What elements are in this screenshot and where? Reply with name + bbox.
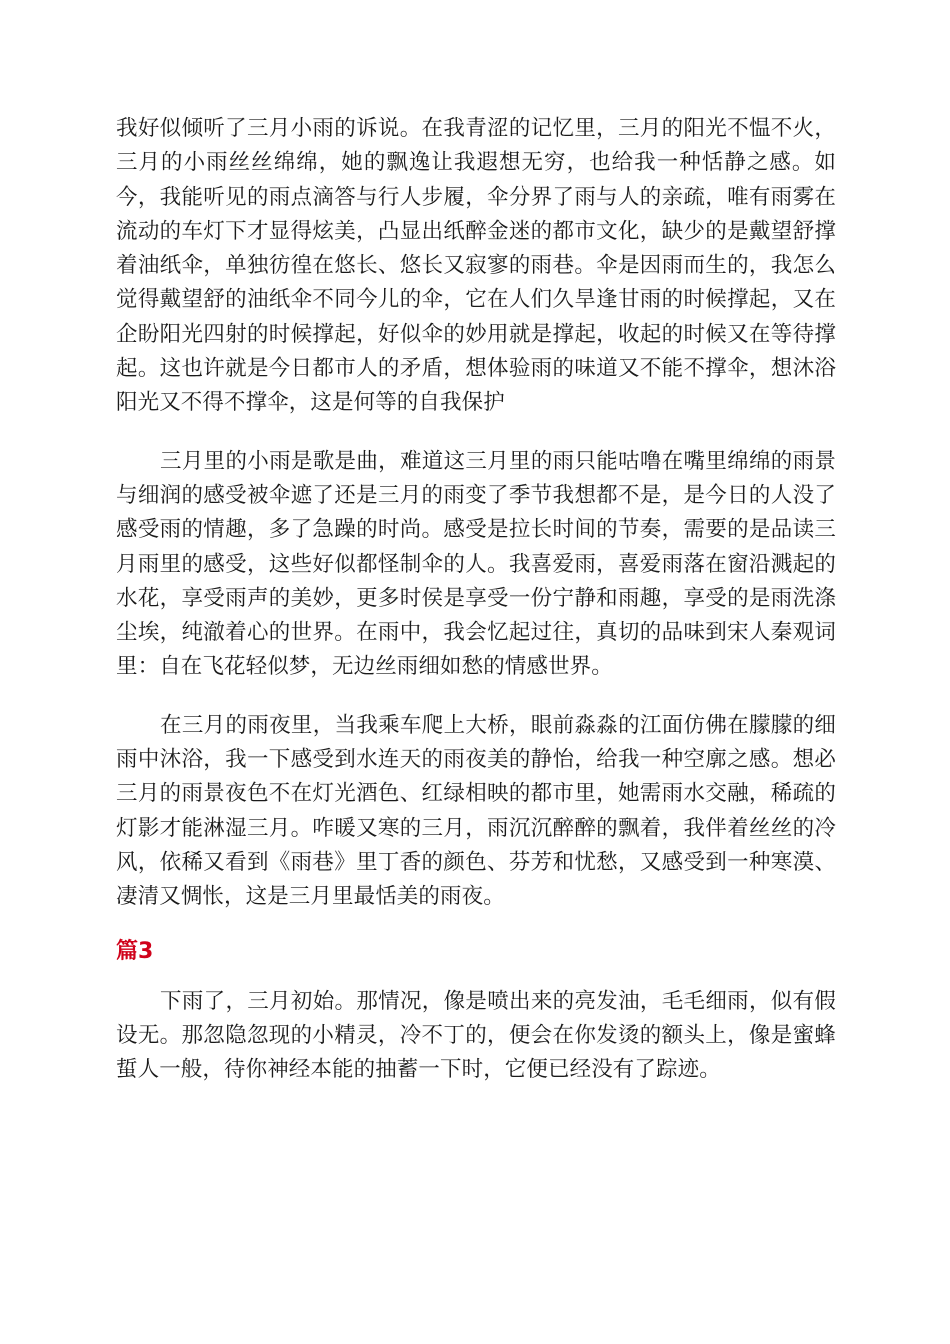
paragraph-drizzle-begins: 下雨了，三月初始。那情况，像是喷出来的亮发油，毛毛细雨，似有假设无。那忽隐忽现的小精灵，冷不丁的，便会在你发烫的额头上，像是蜜蜂蜇人一般，待你神经本能的抽蓄一下时，它便已经没有了踪迹。 xyxy=(116,988,836,1083)
paragraph-rainy-night: 在三月的雨夜里，当我乘车爬上大桥，眼前淼淼的江面仿佛在朦朦的细雨中沐浴，我一下感受到水连天的雨夜美的静怡，给我一种空廓之感。想必三月的雨景夜色不在灯光酒色、红绿相映的都市里，她需雨水交融，稀疏的灯影才能淋湿三月。咋暖又寒的三月，雨沉沉醉醉的飘着，我伴着丝丝的冷风，依稀又看到《雨巷》里丁香的颜色、芬芳和忧愁，又感受到一种寒漠、凄清又惆怅，这是三月里最恬美的雨夜。 xyxy=(116,712,836,910)
paragraph-march-rain-song: 三月里的小雨是歌是曲，难道这三月里的雨只能咕噜在嘴里绵绵的雨景与细润的感受被伞遮了还是三月的雨变了季节我想都不是，是今日的人没了感受雨的情趣，多了急躁的时尚。感受是拉长时间的节奏，需要的是品读三月雨里的感受，这些好似都怪制伞的人。我喜爱雨，喜爱雨落在窗沿溅起的水花，享受雨声的美妙，更多时侯是享受一份宁静和雨趣，享受的是雨洗涤尘埃，纯澈着心的世界。在雨中，我会忆起过往，真切的品味到宋人秦观词里：自在飞花轻似梦，无边丝雨细如愁的情感世界。 xyxy=(116,448,836,680)
document-body xyxy=(116,112,836,1087)
paragraph-rain-whisper: 我好似倾听了三月小雨的诉说。在我青涩的记忆里，三月的阳光不愠不火，三月的小雨丝丝绵绵，她的飘逸让我遐想无穷，也给我一种恬静之感。如今，我能听见的雨点滴答与行人步履，伞分界了雨与人的亲疏，唯有雨雾在流动的车灯下才显得炫美，凸显出纸醉金迷的都市文化，缺少的是戴望舒撑着油纸伞，单独彷徨在悠长、悠长又寂寥的雨巷。伞是因雨而生的，我怎么觉得戴望舒的油纸伞不同今儿的伞，它在人们久旱逢甘雨的时候撑起，又在企盼阳光四射的时候撑起，好似伞的妙用就是撑起，收起的时候又在等待撑起。这也许就是今日都市人的矛盾，想体验雨的味道又不能不撑伞，想沐浴阳光又不得不撑伞，这是何等的自我保护 xyxy=(116,116,836,416)
section-heading: 篇3 xyxy=(116,938,154,964)
